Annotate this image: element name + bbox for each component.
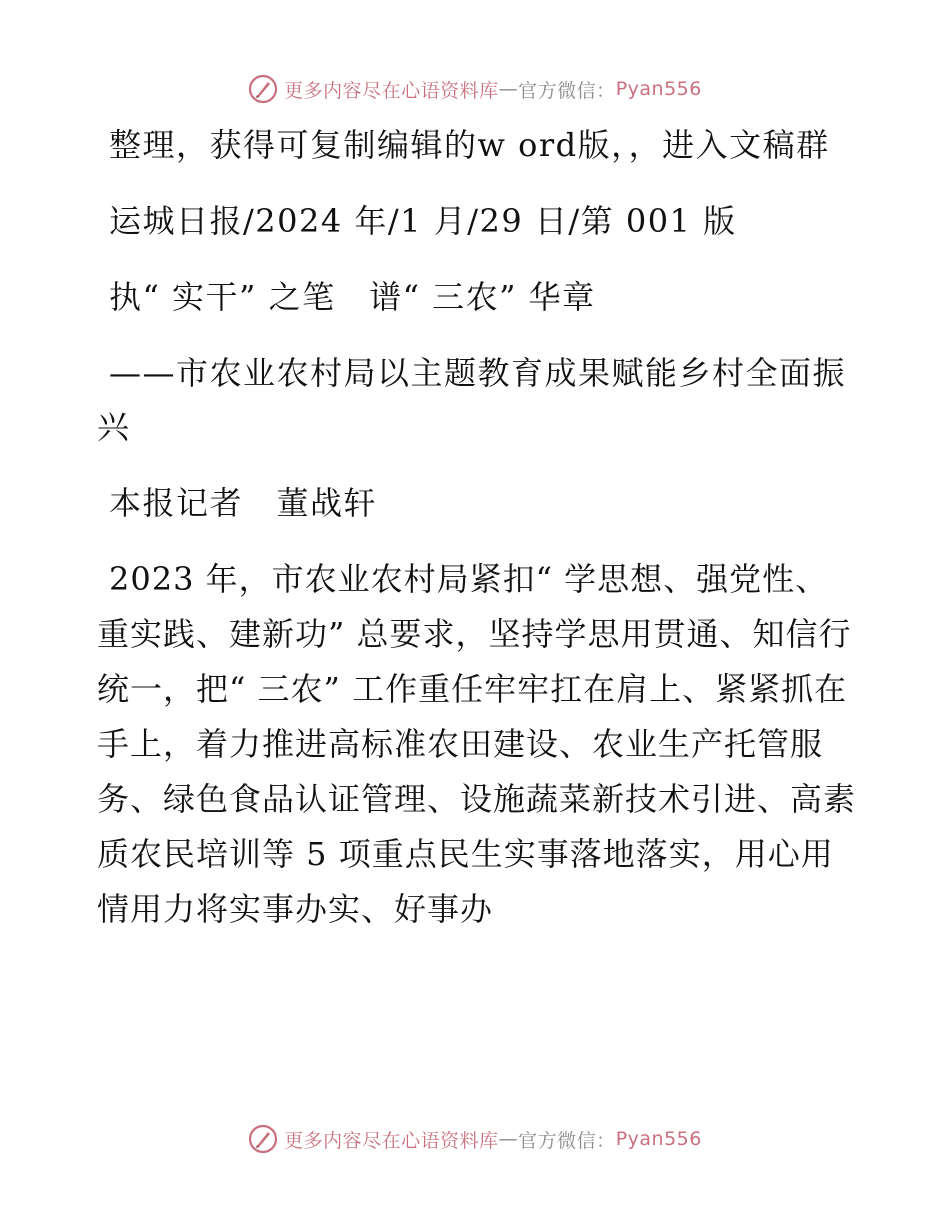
header-wechat-label: 官方微信： bbox=[518, 79, 616, 102]
footer-promo-text: 更多内容尽在心语资料库 bbox=[284, 1129, 499, 1152]
footer-wechat-id: Pyan556 bbox=[615, 1128, 702, 1150]
body-paragraph: 2023 年，市农业农村局紧扣“ 学思想、强党性、重实践、建新功” 总要求，坚持学思用贯通、知信行统一，把“ 三农” 工作重任牢牢扛在肩上、紧紧抓在手上，着力推进高标准农田建设、农业生产托管服务、绿色食品认证管理、设施蔬菜新技术引进、高素质农民培训等 5 项重点民生实事落地落实，用心用情用力将实事办实、好事办 bbox=[97, 560, 857, 928]
header-wechat-id: Pyan556 bbox=[615, 78, 702, 100]
footer-wechat-label: 官方微信： bbox=[518, 1129, 616, 1152]
intro-note: 整理，获得可复制编辑的w ord版，，进入文稿群 bbox=[109, 126, 830, 164]
footer-banner bbox=[0, 1119, 950, 1159]
header-promo-text: 更多内容尽在心语资料库 bbox=[284, 79, 499, 102]
subheadline: ——市农业农村局以主题教育成果赋能乡村全面振兴 bbox=[97, 354, 847, 446]
source-line: 运城日报/2024 年/1 月/29 日/第 001 版 bbox=[109, 202, 737, 240]
feather-pen-logo-icon bbox=[248, 74, 278, 104]
footer-separator: — bbox=[498, 1128, 519, 1150]
headline: 执“ 实干” 之笔 谱“ 三农” 华章 bbox=[109, 278, 596, 316]
document-content bbox=[97, 118, 857, 959]
header-separator: — bbox=[498, 78, 519, 100]
byline: 本报记者 董战轩 bbox=[109, 484, 378, 522]
header-banner bbox=[0, 69, 950, 109]
feather-pen-logo-icon bbox=[248, 1124, 278, 1154]
